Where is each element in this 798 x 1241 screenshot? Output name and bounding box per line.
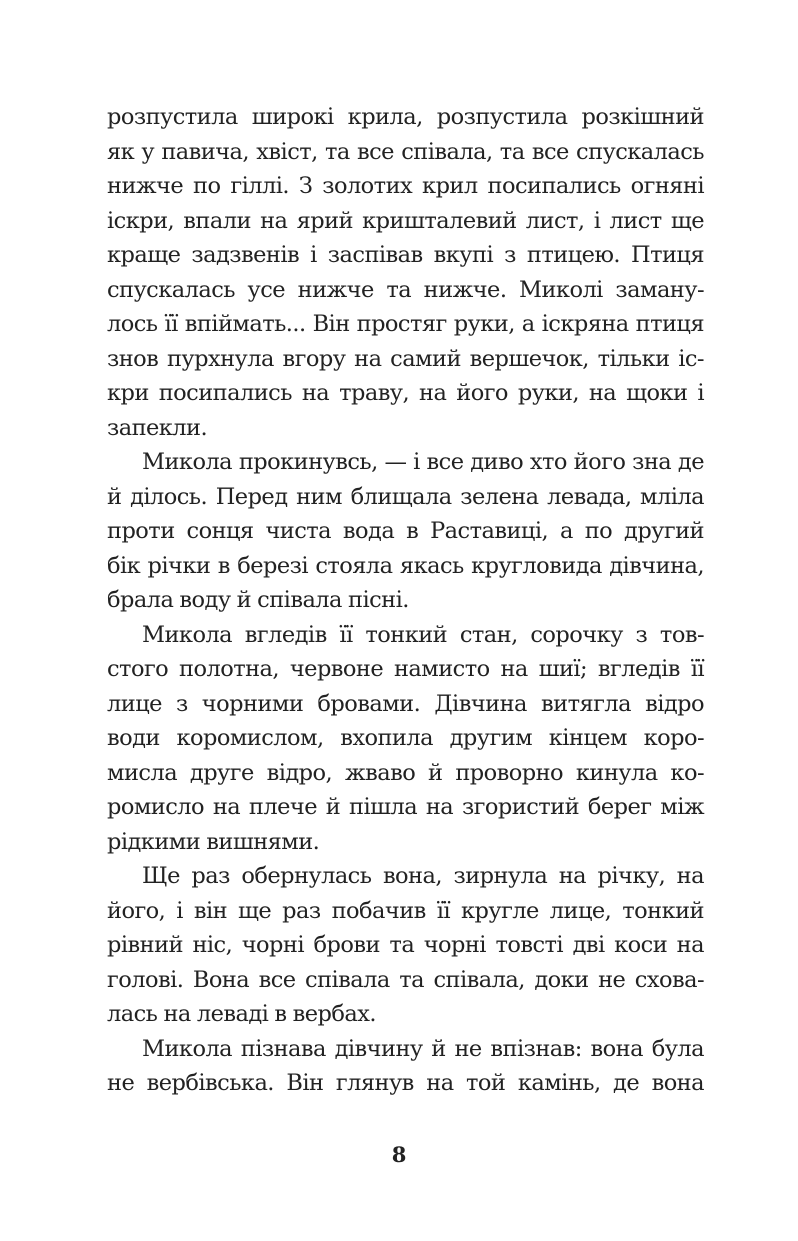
- text-line: Микола вгледів її тонкий стан, сорочку з тов-: [142, 621, 704, 648]
- text-line: Микола пізнава дівчину й не впізнав: вона була: [142, 1035, 704, 1062]
- text-line: розпустила широкі крила, розпустила розкішний: [107, 104, 704, 130]
- text-line: проти сонця чиста вода в Раставиці, а по другий: [107, 518, 704, 544]
- text-line: й ділось. Перед ним блищала зелена левада, мліла: [107, 483, 704, 510]
- text-line: голові. Вона все співала та співала, доки не схова-: [107, 966, 704, 993]
- page-number: 8: [391, 1142, 407, 1167]
- text-line: нижче по гіллі. З золотих крил посипались огняні: [107, 173, 704, 199]
- text-line: знов пурхнула вгору на самий вершечок, тільки іс-: [107, 345, 704, 372]
- text-line: ромисло на плече й пішла на згористий берег між: [107, 794, 704, 820]
- text-line: запекли.: [107, 414, 208, 441]
- text-line: рівний ніс, чорні брови та чорні товсті дві коси на: [107, 932, 704, 958]
- text-line: кри посипались на траву, на його руки, на щоки і: [107, 380, 704, 406]
- text-line: як у павича, хвіст, та все співала, та все спускалась: [107, 138, 704, 165]
- text-line: бік річки в березі стояла якась кругловида дівчина,: [107, 552, 704, 579]
- text-line: стого полотна, червоне намисто на шиї; вгледів її: [107, 656, 704, 682]
- text-line: іскри, впали на ярий кришталевий лист, і лист ще: [107, 207, 704, 234]
- text-line: брала воду й співала пісні.: [107, 587, 409, 613]
- text-line: лице з чорними бровами. Дівчина витягла відро: [107, 690, 704, 717]
- text-line: лась на леваді в вербах.: [107, 1001, 376, 1027]
- text-line: його, і він ще раз побачив її кругле лице, тонкий: [107, 897, 704, 924]
- text-line: Ще раз обернулась вона, зирнула на річку, на: [142, 863, 704, 889]
- text-line: лось її впіймать... Він простяг руки, а іскряна птиця: [107, 311, 704, 337]
- text-line: не вербівська. Він глянув на той камінь, де вона: [107, 1070, 704, 1096]
- text-line: води коромислом, вхопила другим кінцем коро-: [107, 725, 704, 751]
- text-line: рідкими вишнями.: [107, 828, 320, 855]
- text-line: спускалась усе нижче та нижче. Миколі заману-: [107, 276, 704, 303]
- text-line: мисла друге відро, жваво й проворно кинула ко-: [107, 759, 704, 786]
- text-line: Микола прокинувсь, — і все диво хто його зна де: [142, 449, 704, 475]
- text-line: краще задзвенів і заспівав вкупі з птицею. Птиця: [107, 242, 704, 268]
- page-body: [107, 100, 704, 1101]
